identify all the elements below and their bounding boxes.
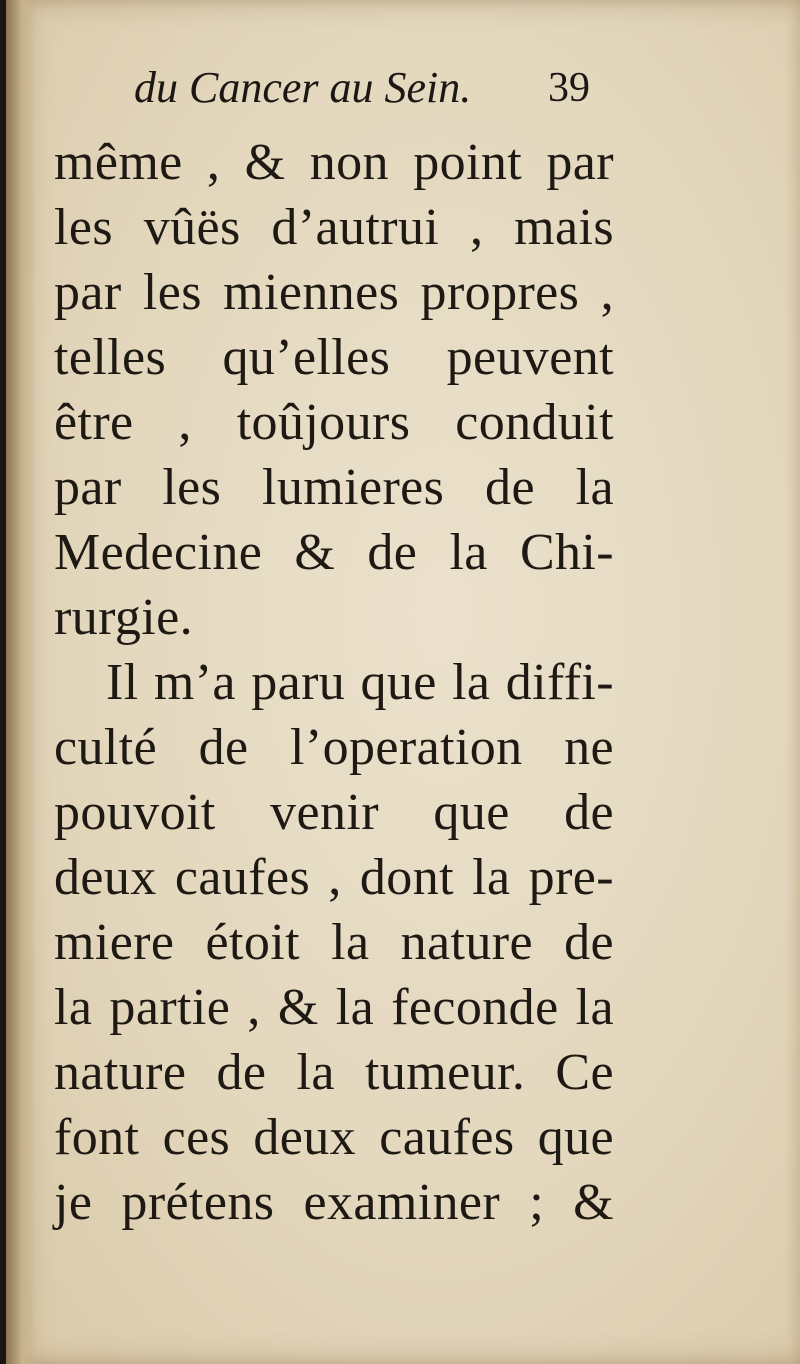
text-line: même , & non point par	[54, 134, 614, 191]
page-header	[134, 62, 604, 113]
text-line: la partie , & la feconde la	[54, 979, 614, 1036]
text-line: par les lumieres de la	[54, 459, 614, 516]
text-line: deux caufes , dont la pre-	[54, 849, 614, 906]
page-gutter-shadow	[6, 0, 36, 1364]
body-text	[54, 130, 614, 1235]
text-line: être , toûjours conduit	[54, 394, 614, 451]
text-line: culté de l’operation ne	[54, 719, 614, 776]
text-line: par les miennes propres ,	[54, 264, 614, 321]
running-title: du Cancer au Sein.	[134, 63, 472, 112]
page-number: 39	[548, 65, 590, 111]
text-line: les vûës d’autrui , mais	[54, 199, 614, 256]
book-page	[6, 0, 800, 1364]
text-line: Medecine & de la Chi-	[54, 524, 614, 581]
text-line: rurgie.	[54, 589, 194, 646]
text-line: telles qu’elles peuvent	[54, 329, 614, 386]
text-line: nature de la tumeur. Ce	[54, 1044, 614, 1101]
text-line: Il m’a paru que la diffi-	[106, 654, 614, 711]
text-line: je prétens examiner ; &	[54, 1174, 614, 1231]
text-line: miere étoit la nature de	[54, 914, 614, 971]
text-line: font ces deux caufes que	[54, 1109, 614, 1166]
text-line: pouvoit venir que de	[54, 784, 614, 841]
